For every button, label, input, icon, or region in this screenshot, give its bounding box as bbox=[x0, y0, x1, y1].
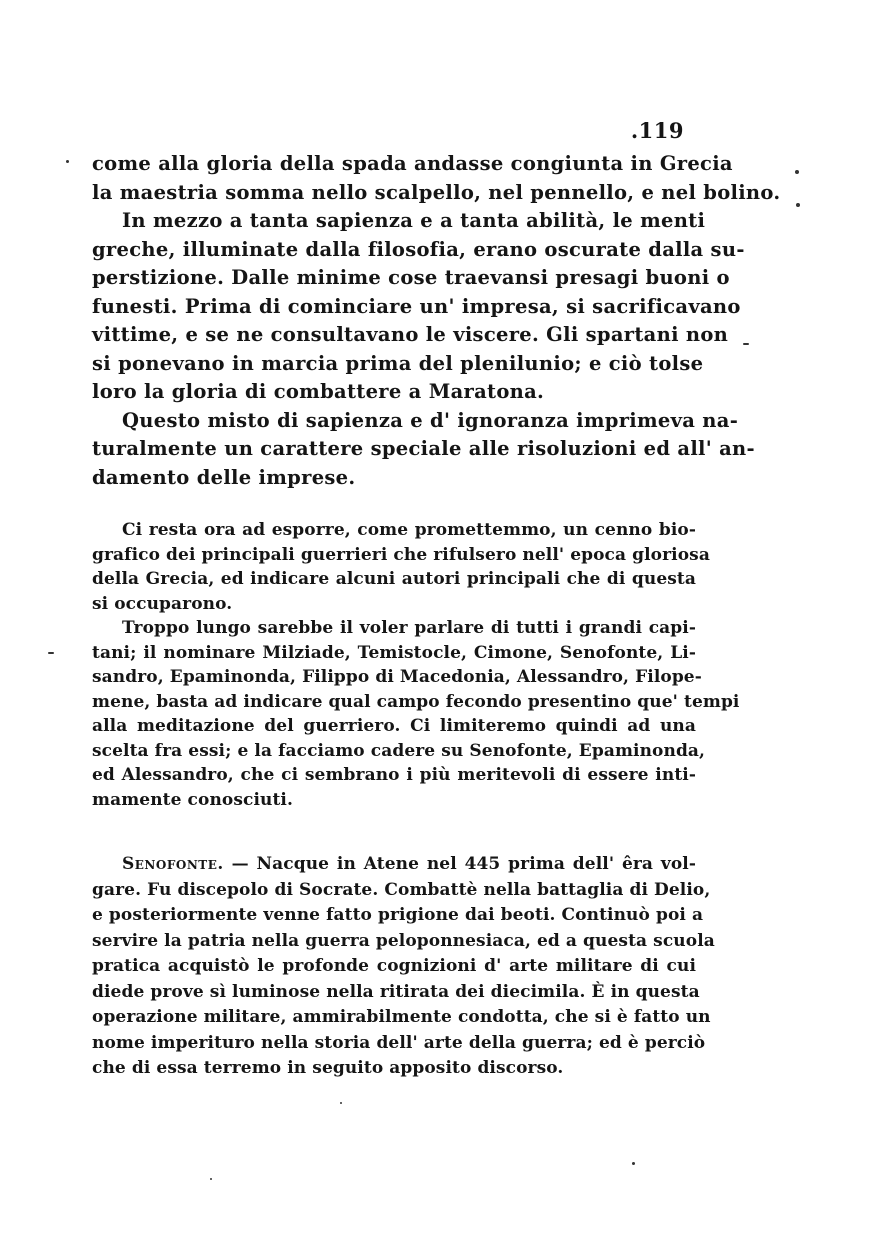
text-line: mamente conosciuti. bbox=[92, 789, 294, 810]
text-line: grafico dei principali guerrieri che rifulsero nell' epoca gloriosa bbox=[92, 544, 710, 565]
text-line: nome imperituro nella storia dell' arte della guerra; ed è perciò bbox=[92, 1032, 706, 1053]
text-line: e posteriormente venne fatto prigione dai beoti. Continuò poi a bbox=[92, 905, 704, 925]
paragraph bbox=[92, 616, 740, 812]
text-line: diede prove sì luminose nella ritirata dei diecimila. È in questa bbox=[92, 981, 700, 1002]
text-line: la maestria somma nello scalpello, nel pennello, e nel bolino. bbox=[92, 180, 781, 204]
text-line: come alla gloria della spada andasse congiunta in Grecia bbox=[92, 152, 733, 175]
text-line: funesti. Prima di cominciare un' impresa, si sacrificavano bbox=[92, 294, 741, 318]
paragraph bbox=[92, 518, 710, 616]
text-line: alla meditazione del guerriero. Ci limiteremo quindi ad una bbox=[92, 716, 696, 736]
text-line: mene, basta ad indicare qual campo fecondo presentino que' tempi bbox=[92, 691, 740, 712]
text-line: Troppo lungo sarebbe il voler parlare di tutti i grandi capi- bbox=[122, 618, 696, 638]
text-line: tani; il nominare Milziade, Temistocle, Cimone, Senofonte, Li- bbox=[92, 642, 696, 663]
text-line: della Grecia, ed indicare alcuni autori principali che di questa bbox=[92, 569, 696, 589]
text-line: pratica acquistò le profonde cognizioni d' arte militare di cui bbox=[92, 956, 696, 976]
scan-speck bbox=[48, 652, 54, 654]
text-line: damento delle imprese. bbox=[92, 465, 356, 489]
scan-speck bbox=[632, 1162, 635, 1165]
paragraph bbox=[92, 852, 715, 1082]
text-section-senofonte bbox=[92, 852, 715, 1082]
text-line: ed Alessandro, che ci sembrano i più meritevoli di essere inti- bbox=[92, 765, 696, 785]
text-line: gare. Fu discepolo di Socrate. Combattè nella battaglia di Delio, bbox=[92, 879, 711, 900]
text-line: servire la patria nella guerra peloponnesiaca, ed a questa scuola bbox=[92, 930, 715, 951]
scan-speck bbox=[796, 203, 800, 207]
paragraph bbox=[92, 150, 781, 207]
text-line: Questo misto di sapienza e d' ignoranza imprimeva na- bbox=[122, 408, 739, 432]
text-section-1 bbox=[92, 150, 781, 492]
text-line: vittime, e se ne consultavano le viscere. Gli spartani non bbox=[92, 323, 729, 346]
scan-speck bbox=[340, 1102, 342, 1104]
paragraph bbox=[92, 407, 755, 493]
scan-speck bbox=[743, 343, 749, 345]
text-line: greche, illuminate dalla filosofia, erano oscurate dalla su- bbox=[92, 237, 745, 261]
text-line: che di essa terremo in seguito apposito discorso. bbox=[92, 1058, 564, 1078]
scan-speck bbox=[210, 1178, 212, 1180]
text-line: Ci resta ora ad esporre, come promettemmo, un cenno bio- bbox=[122, 520, 696, 540]
text-line: sandro, Epaminonda, Filippo di Macedonia, Alessandro, Filope- bbox=[92, 667, 702, 687]
text-line: turalmente un carattere speciale alle risoluzioni ed all' an- bbox=[92, 437, 755, 460]
text-line: In mezzo a tanta sapienza e a tanta abilità, le menti bbox=[122, 209, 706, 232]
text-line bbox=[92, 852, 696, 878]
scan-speck bbox=[66, 160, 69, 163]
text-line: operazione militare, ammirabilmente condotta, che si è fatto un bbox=[92, 1007, 711, 1027]
text-line: si ponevano in marcia prima del plenilunio; e ciò tolse bbox=[92, 351, 704, 375]
page-number: .119 bbox=[630, 118, 684, 143]
text-section-2 bbox=[92, 518, 740, 812]
text-line: loro la gloria di combattere a Maratona. bbox=[92, 380, 545, 403]
text-line: si occuparono. bbox=[92, 593, 233, 614]
text-line: scelta fra essi; e la facciamo cadere su Senofonte, Epaminonda, bbox=[92, 740, 706, 761]
paragraph bbox=[92, 207, 745, 407]
text-line-rest: — Nacque in Atene nel 445 prima dell' êra vol- bbox=[223, 854, 696, 874]
text-line: perstizione. Dalle minime cose traevansi presagi buoni o bbox=[92, 266, 730, 289]
section-heading: Senofonte. bbox=[122, 854, 224, 874]
scan-speck bbox=[795, 170, 799, 174]
